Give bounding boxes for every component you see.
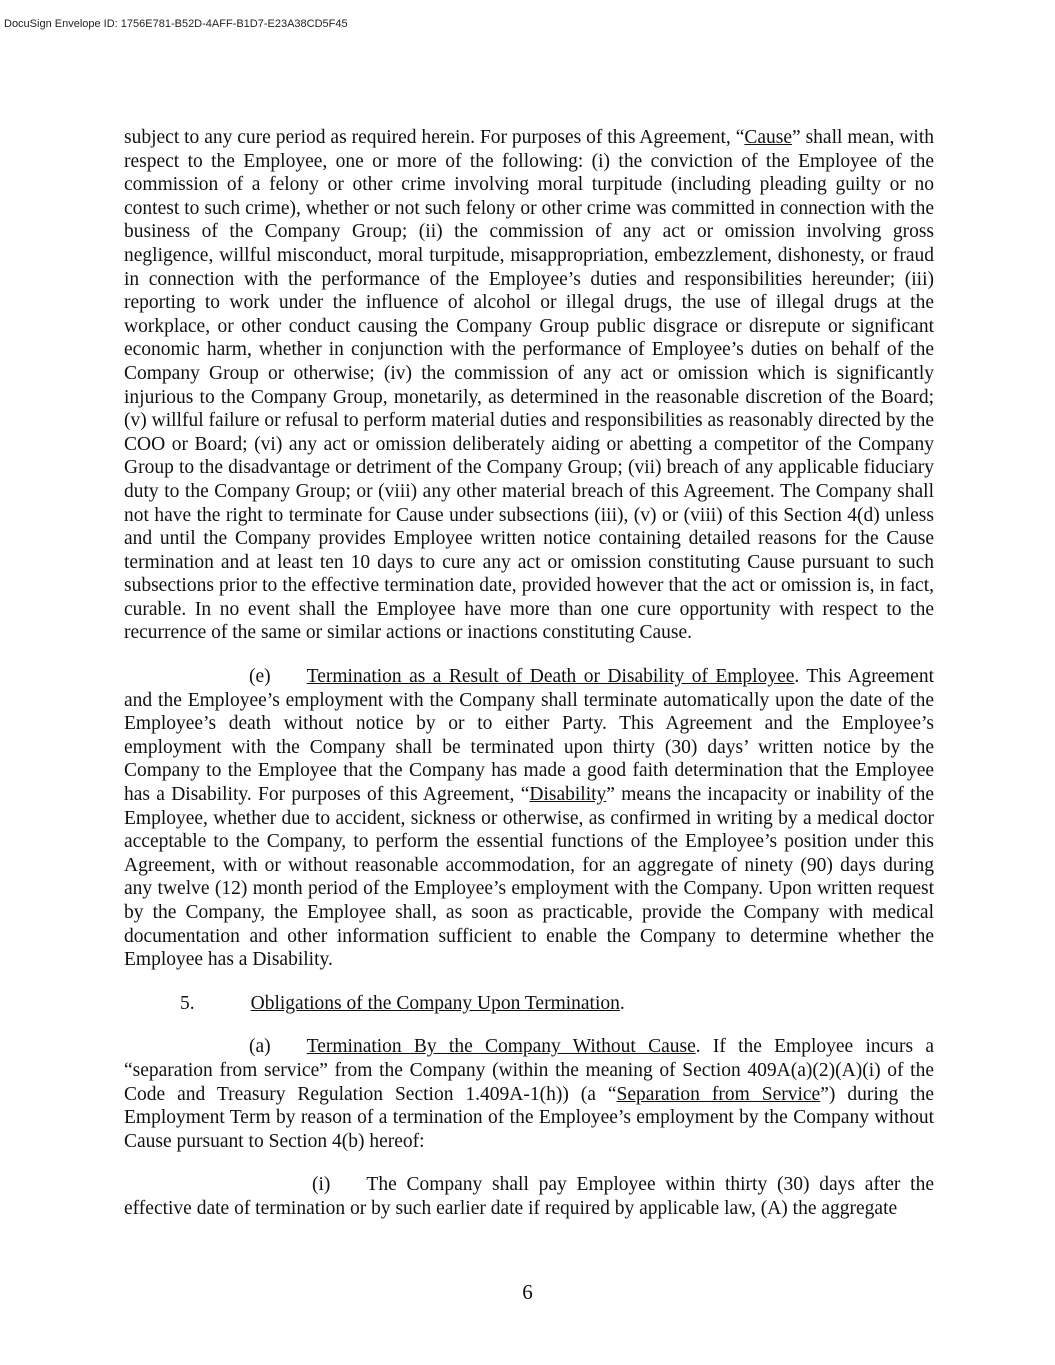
section-5-heading-line	[124, 992, 934, 1016]
cause-post-text: ” shall mean, with respect to the Employee, one or more of the following: (i) the conviction of the Employee of the commission of a felony or other crime involving moral turpitude (including pleading guilty or no contest to such crime), whether or not such felony or other crime was committed in connection with the business of the Company Group; (ii) the commission of any act or omission involving gross negligence, willful misconduct, moral turpitude, misappropriation, embezzlement, dishonesty, or fraud in connection with the performance of the Employee’s duties and responsibilities hereunder; (iii) reporting to work under the influence of alcohol or illegal drugs, the use of illegal drugs at the workplace, or other conduct causing the Company Group public disgrace or disrepute or significant economic harm, whether in conjunction with the performance of Employee’s duties on behalf of the Company Group or otherwise; (iv) the commission of any act or omission which is significantly injurious to the Company Group, monetarily, as determined in the reasonable discretion of the Board; (v) willful failure or refusal to perform material duties and responsibilities as reasonably directed by the COO or Board; (vi) any act or omission deliberately aiding or abetting a competitor of the Company Group to the disadvantage or detriment of the Company Group; (vii) breach of any applicable fiduciary duty to the Company Group; or (viii) any other material breach of this Agreement. The Company shall not have the right to terminate for Cause under subsections (iii), (v) or (viii) of this Section 4(d) unless and until the Company provides Employee written notice containing detailed reasons for the Cause termination and at least ten 10 days to cure any act or omission constituting Cause pursuant to such subsections prior to the effective termination date, provided however that the act or omission is, in fact, curable. In no event shall the Employee have more than one cure opportunity with respect to the recurrence of the same or similar actions or inactions constituting Cause.	[124, 127, 934, 644]
separation-from-service-term: Separation from Service	[616, 1083, 821, 1105]
docusign-envelope-id: DocuSign Envelope ID: 1756E781-B52D-4AFF-B1D7-E23A38CD5F45	[4, 18, 348, 30]
disability-defined-term: Disability	[529, 784, 607, 806]
section-5-period: .	[619, 992, 625, 1014]
cause-pre-text: subject to any cure period as required herein. For purposes of this Agreement, “	[124, 127, 745, 148]
section-a-paragraph	[124, 1035, 934, 1153]
page-number: 6	[522, 1280, 533, 1304]
document-body	[124, 126, 934, 1221]
section-i-label: (i)	[312, 1174, 331, 1196]
section-e-text-1: . This Agreement and the Employee’s employment with the Company shall terminate automatically upon the date of the Employee’s death without notice by or to either Party. This Agreement and the Employee’s employment with the Company shall be terminated upon thirty (30) days’ written notice by the Company to the Employee that the Company has made a good faith determination that the Employee has a Disability. For purposes of this Agreement, “	[124, 666, 934, 806]
section-5-heading: Obligations of the Company Upon Termination	[250, 992, 620, 1014]
section-a-text-1: . If the Employee incurs a “separation from service” from the Company (within the meaning of Section 409A(a)(2)(A)(i) of the Code and Treasury Regulation Section 1.409A-1(h)) (a “	[124, 1036, 934, 1105]
section-e-heading: Termination as a Result of Death or Disability of Employee	[306, 666, 795, 688]
section-e-text-2: ” means the incapacity or inability of the Employee, whether due to accident, sickness or otherwise, as confirmed in writing by a medical doctor acceptable to the Company, to perform the essential functions of the Employee’s position under this Agreement, with or without reasonable accommodation, for an aggregate of ninety (90) days during any twelve (12) month period of the Employee’s employment with the Company. Upon written request by the Company, the Employee shall, as soon as practicable, provide the Company with medical documentation and other information sufficient to enable the Company to determine whether the Employee has a Disability.	[124, 784, 934, 971]
section-e-paragraph	[124, 665, 934, 972]
cause-defined-term: Cause	[744, 127, 793, 148]
section-5-number: 5.	[180, 992, 195, 1014]
section-a-text-2: ”) during the Employment Term by reason of a termination of the Employee’s employment by the Company without Cause pursuant to Section 4(b) hereof:	[124, 1083, 935, 1152]
section-i-paragraph	[124, 1173, 934, 1220]
section-a-heading: Termination By the Company Without Cause	[306, 1036, 696, 1058]
section-e-label: (e)	[249, 666, 271, 688]
cause-definition-paragraph	[124, 126, 934, 645]
section-a-label: (a)	[249, 1036, 271, 1058]
section-i-text: The Company shall pay Employee within thirty (30) days after the effective date of termination or by such earlier date if required by applicable law, (A) the aggregate	[124, 1174, 934, 1219]
